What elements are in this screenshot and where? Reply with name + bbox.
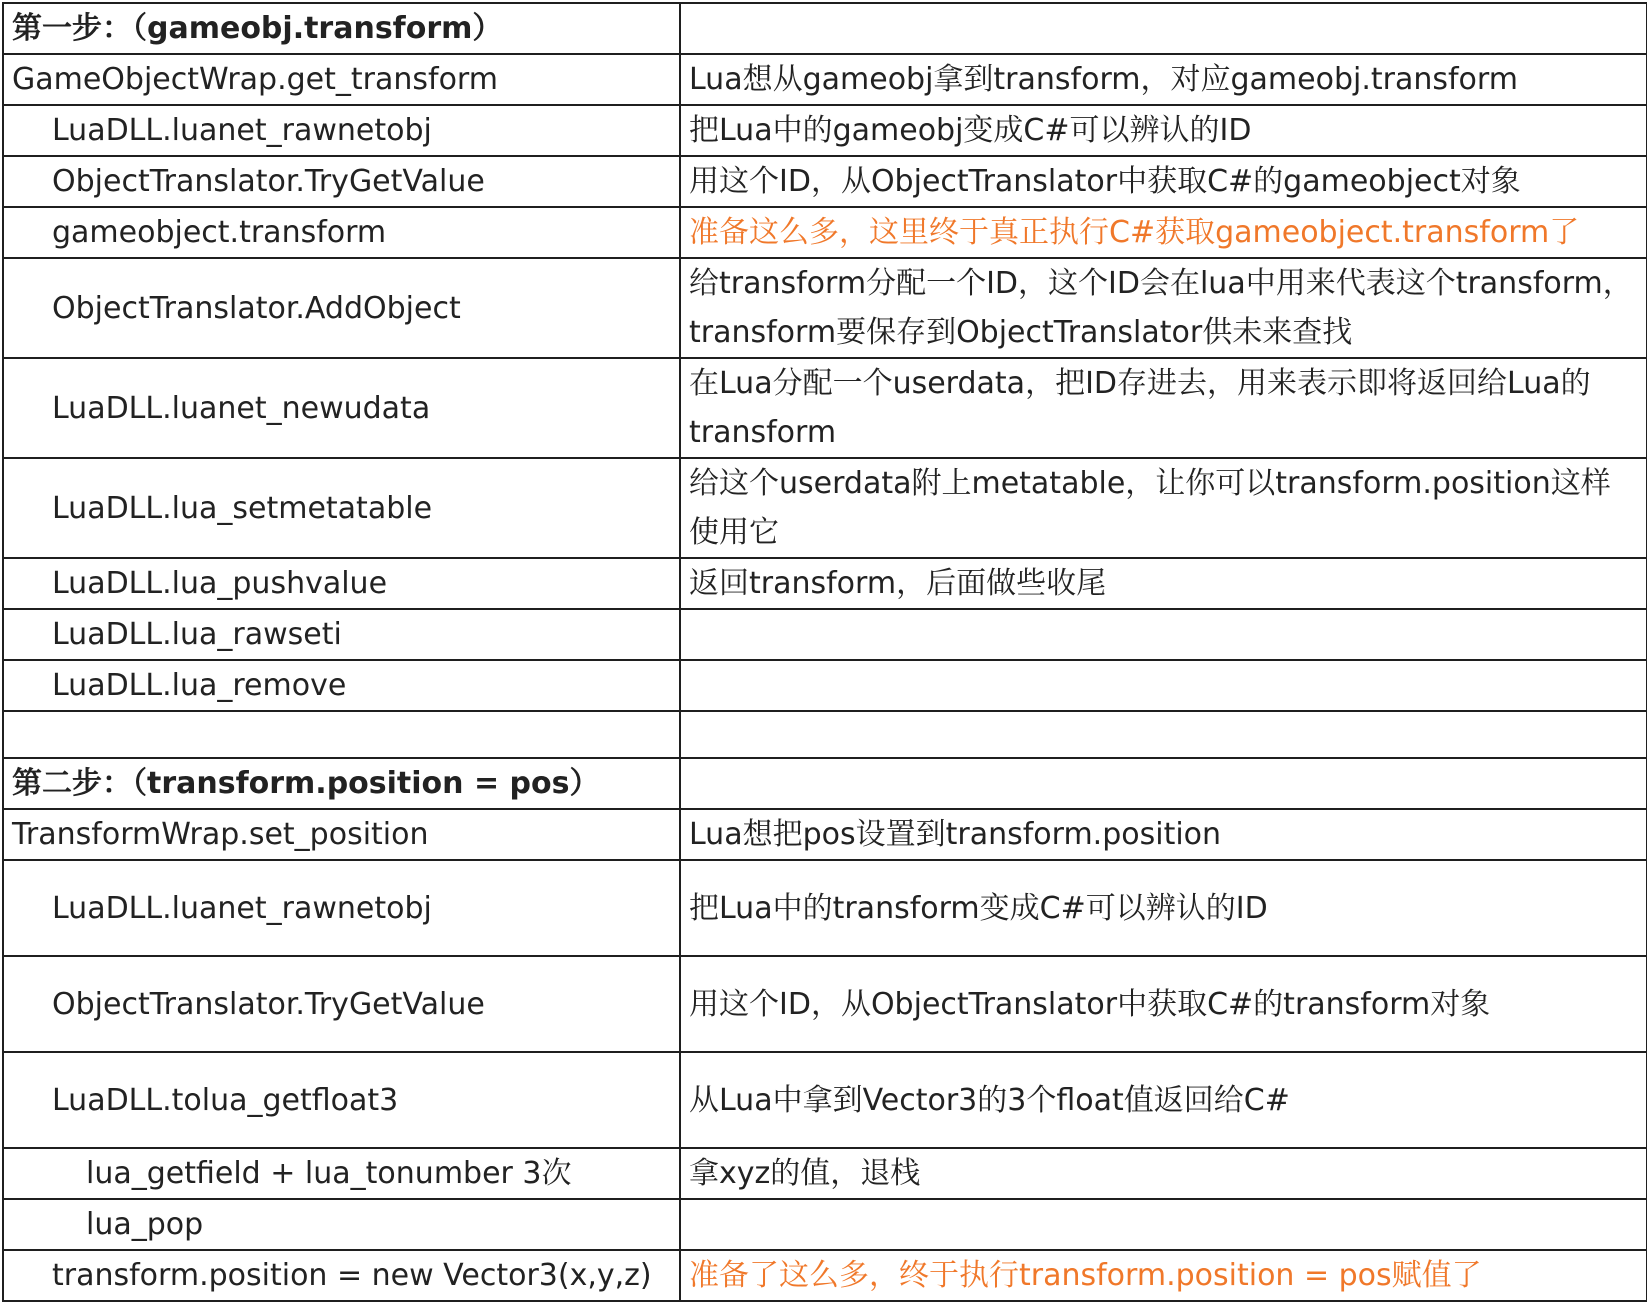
- function-cell[interactable]: ObjectTranslator.TryGetValue: [3, 956, 680, 1052]
- function-cell[interactable]: gameobject.transform: [3, 207, 680, 258]
- function-cell[interactable]: TransformWrap.set_position: [3, 809, 680, 860]
- function-cell[interactable]: lua_pop: [3, 1199, 680, 1250]
- step2-header[interactable]: 第二步：（transform.position = pos）: [3, 758, 680, 809]
- table-row: [3, 54, 1647, 105]
- table-row: [3, 156, 1647, 207]
- description-cell[interactable]: 用这个ID，从ObjectTranslator中获取C#的transform对象: [680, 956, 1647, 1052]
- table-row: [3, 1250, 1647, 1301]
- empty-cell[interactable]: [680, 3, 1647, 54]
- table-row: [3, 1148, 1647, 1199]
- description-cell[interactable]: 把Lua中的gameobj变成C#可以辨认的ID: [680, 105, 1647, 156]
- table-row: [3, 458, 1647, 558]
- function-cell[interactable]: LuaDLL.luanet_rawnetobj: [3, 860, 680, 956]
- empty-cell[interactable]: [680, 758, 1647, 809]
- description-cell[interactable]: 在Lua分配一个userdata，把ID存进去，用来表示即将返回给Lua的transform: [680, 358, 1647, 458]
- description-cell[interactable]: [680, 1199, 1647, 1250]
- function-cell[interactable]: transform.position = new Vector3(x,y,z): [3, 1250, 680, 1301]
- description-cell[interactable]: 用这个ID，从ObjectTranslator中获取C#的gameobject对象: [680, 156, 1647, 207]
- table-row: [3, 207, 1647, 258]
- description-cell[interactable]: 把Lua中的transform变成C#可以辨认的ID: [680, 860, 1647, 956]
- table-row: [3, 609, 1647, 660]
- description-cell[interactable]: 返回transform，后面做些收尾: [680, 558, 1647, 609]
- table-row: [3, 358, 1647, 458]
- description-cell[interactable]: [680, 660, 1647, 711]
- description-cell[interactable]: 从Lua中拿到Vector3的3个float值返回给C#: [680, 1052, 1647, 1148]
- function-cell[interactable]: LuaDLL.lua_rawseti: [3, 609, 680, 660]
- function-cell[interactable]: lua_getfield + lua_tonumber 3次: [3, 1148, 680, 1199]
- description-cell[interactable]: Lua想从gameobj拿到transform，对应gameobj.transform: [680, 54, 1647, 105]
- function-cell[interactable]: LuaDLL.luanet_rawnetobj: [3, 105, 680, 156]
- table-row: [3, 558, 1647, 609]
- table-row: [3, 660, 1647, 711]
- empty-cell[interactable]: [680, 711, 1647, 758]
- function-cell[interactable]: LuaDLL.lua_remove: [3, 660, 680, 711]
- function-cell[interactable]: ObjectTranslator.TryGetValue: [3, 156, 680, 207]
- description-cell[interactable]: 给这个userdata附上metatable，让你可以transform.position这样使用它: [680, 458, 1647, 558]
- call-table: [2, 2, 1647, 1302]
- function-cell[interactable]: LuaDLL.lua_pushvalue: [3, 558, 680, 609]
- step1-header[interactable]: 第一步：（gameobj.transform）: [3, 3, 680, 54]
- function-cell[interactable]: GameObjectWrap.get_transform: [3, 54, 680, 105]
- table-row: [3, 956, 1647, 1052]
- function-cell[interactable]: LuaDLL.tolua_getfloat3: [3, 1052, 680, 1148]
- table-row: [3, 860, 1647, 956]
- description-cell[interactable]: [680, 609, 1647, 660]
- description-cell[interactable]: 拿xyz的值，退栈: [680, 1148, 1647, 1199]
- highlighted-description-cell[interactable]: 准备这么多，这里终于真正执行C#获取gameobject.transform了: [680, 207, 1647, 258]
- table-row: [3, 105, 1647, 156]
- description-cell[interactable]: Lua想把pos设置到transform.position: [680, 809, 1647, 860]
- step2-header-row: [3, 758, 1647, 809]
- function-cell[interactable]: LuaDLL.lua_setmetatable: [3, 458, 680, 558]
- function-cell[interactable]: LuaDLL.luanet_newudata: [3, 358, 680, 458]
- description-cell[interactable]: 给transform分配一个ID，这个ID会在lua中用来代表这个transform，transform要保存到ObjectTranslator供未来查找: [680, 258, 1647, 358]
- step1-header-row: [3, 3, 1647, 54]
- table-row: [3, 809, 1647, 860]
- table-row: [3, 1052, 1647, 1148]
- highlighted-description-cell[interactable]: 准备了这么多，终于执行transform.position = pos赋值了: [680, 1250, 1647, 1301]
- table-row: [3, 258, 1647, 358]
- table-row: [3, 1199, 1647, 1250]
- function-cell[interactable]: ObjectTranslator.AddObject: [3, 258, 680, 358]
- blank-row: [3, 711, 1647, 758]
- empty-cell[interactable]: [3, 711, 680, 758]
